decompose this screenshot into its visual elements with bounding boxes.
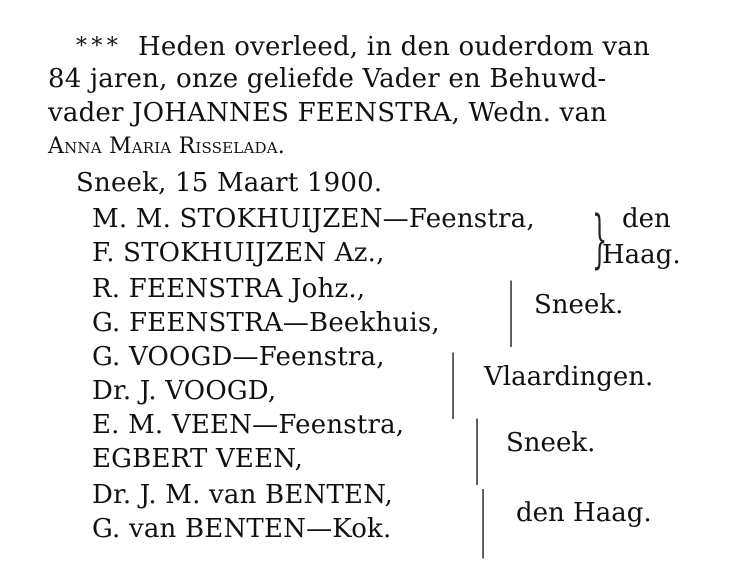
family-name: EGBERT VEEN, xyxy=(92,444,304,474)
family-name: Dr. J. M. van BENTEN, xyxy=(92,480,393,510)
family-name: G. FEENSTRA—Beekhuis, xyxy=(92,308,440,338)
notice-line-1: Heden overleed, in den ouderdom van xyxy=(138,32,650,62)
notice-line-3: vader JOHANNES FEENSTRA, Wedn. van xyxy=(48,98,608,128)
family-name: R. FEENSTRA Johz., xyxy=(92,274,366,304)
brace-icon: | xyxy=(450,344,457,421)
asterisks-ornament: * * * xyxy=(76,34,118,59)
notice-line-2: 84 jaren, onze geliefde Vader en Behuwd- xyxy=(48,64,607,94)
place-name: den Haag. xyxy=(516,498,652,528)
place-name: Vlaardingen. xyxy=(484,362,654,392)
place-name: Sneek. xyxy=(534,290,624,320)
family-name: G. VOOGD—Feenstra, xyxy=(92,342,385,372)
notice-line-4: Anna Maria Risselada. xyxy=(48,134,285,159)
family-name: F. STOKHUIJZEN Az., xyxy=(92,238,385,268)
place-name: Sneek. xyxy=(506,428,596,458)
notice-line-5: Sneek, 15 Maart 1900. xyxy=(76,168,383,198)
family-name: E. M. VEEN—Feenstra, xyxy=(92,410,405,440)
family-name: M. M. STOKHUIJZEN—Feenstra, xyxy=(92,204,535,234)
brace-icon: | xyxy=(508,272,515,349)
place-name: den xyxy=(622,204,671,234)
family-name: Dr. J. VOOGD, xyxy=(92,376,277,406)
family-name: G. van BENTEN—Kok. xyxy=(92,514,392,544)
brace-icon: | xyxy=(480,480,487,561)
brace-icon: } xyxy=(592,204,608,278)
brace-icon: | xyxy=(474,410,481,487)
place-name: Haag. xyxy=(602,240,681,270)
